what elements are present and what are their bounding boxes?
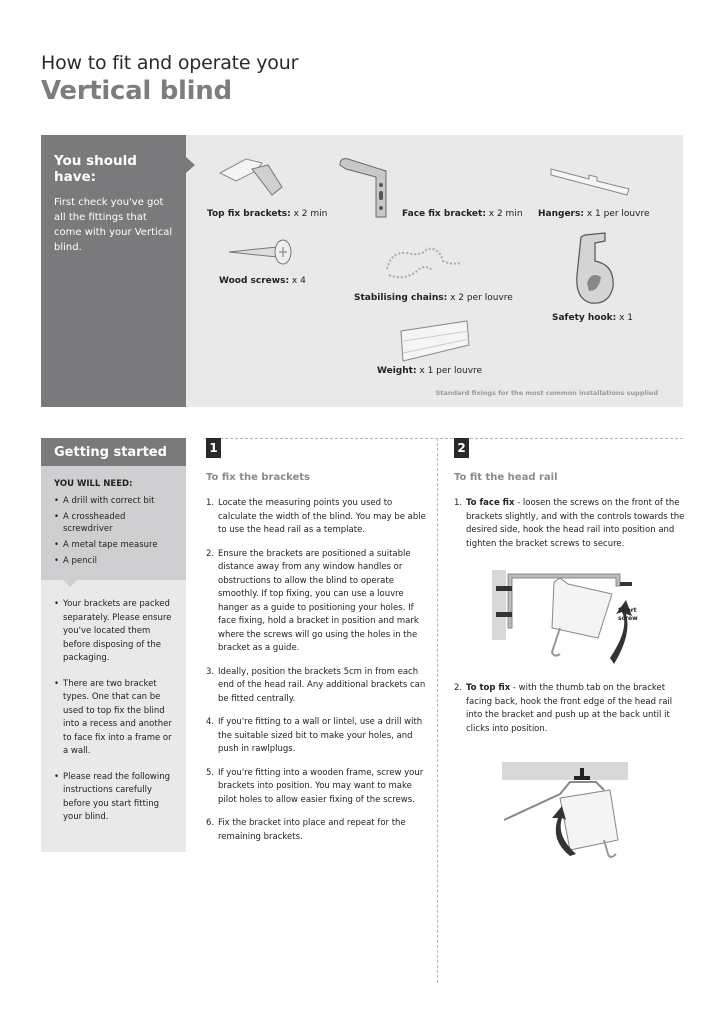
step-2-item-top-fix: 2. To top fix - with the thumb tab on the bracket facing back, hook the front edge of the head rail into the bracket and push up at the back until it clicks into position. <box>454 683 673 734</box>
you-will-need-box <box>41 466 186 580</box>
fittings-footnote: Standard fixings for the most common installations supplied <box>435 389 658 397</box>
face-fix-diagram <box>490 568 650 668</box>
wood-screw-icon <box>227 237 299 267</box>
step-2-number: 2 <box>454 438 469 458</box>
step-1-number: 1 <box>206 438 221 458</box>
step-1-section <box>206 438 426 854</box>
need-item: • A drill with correct bit <box>54 495 173 507</box>
face-fix-bracket-icon <box>336 155 396 221</box>
step-1-item: 3. Ideally, position the brackets 5cm in from each end of the head rail. Any additional brackets can be fitted centrally. <box>206 666 426 704</box>
fittings-sidebar <box>41 135 186 407</box>
getting-started-notes <box>41 580 186 852</box>
note-item: • Your brackets are packed separately. Please ensure you've located them before disposing of the packaging. <box>54 598 173 666</box>
need-item: • A crossheaded screwdriver <box>54 511 173 535</box>
step-1-item: 6. Fix the bracket into place and repeat for the remaining brackets. <box>206 818 406 842</box>
need-item: • A pencil <box>54 555 173 567</box>
need-item: • A metal tape measure <box>54 539 173 551</box>
top-fix-diagram <box>500 760 630 860</box>
fitting-hangers: Hangers: x 1 per louvre <box>538 209 650 219</box>
chain-icon <box>381 241 471 285</box>
fitting-stabilising-chains: Stabilising chains: x 2 per louvre <box>354 293 513 303</box>
safety-hook-icon <box>571 231 621 307</box>
step-1-item: 2. Ensure the brackets are positioned a suitable distance away from any window handles or obstructions to allow the blind to operate smoothly. If top fixing, you can use a louvre hanger as a guide to positioning your holes. If face fixing, hold a bracket in position and mark where the screws will go using the holes in the bracket as a guide. <box>206 548 419 653</box>
fittings-heading: You should have: <box>54 153 137 185</box>
step-1-title: To fix the brackets <box>206 472 311 483</box>
svg-text:screw: screw <box>618 615 638 622</box>
divider-column <box>437 438 438 983</box>
fitting-top-fix-brackets: Top fix brackets: x 2 min <box>207 209 328 219</box>
step-2-item-face-fix: 1. To face fix - loosen the screws on the front of the brackets slightly, and with the controls towards the desired side, hook the head rail into position and tighten the bracket screws to secure. <box>454 498 685 549</box>
getting-started-panel <box>41 438 186 852</box>
fitting-wood-screws: Wood screws: x 4 <box>219 276 306 286</box>
hanger-icon <box>549 163 633 203</box>
getting-started-heading: Getting started <box>41 438 186 466</box>
note-item: • Please read the following instructions carefully before you start fitting your blind. <box>54 771 173 825</box>
page-subtitle: How to fit and operate your <box>41 52 299 74</box>
fitting-weight: Weight: x 1 per louvre <box>377 366 483 376</box>
fitting-safety-hook: Safety hook: x 1 <box>552 313 634 323</box>
step-2-item-top-fix-wrap <box>454 682 689 746</box>
step-2-section <box>454 438 689 551</box>
step-2-title: To fit the head rail <box>454 472 558 483</box>
fitting-face-fix-bracket: Face fix bracket: x 2 min <box>402 209 523 219</box>
you-will-need-heading: YOU WILL NEED: <box>54 479 133 489</box>
fittings-panel <box>41 135 683 407</box>
short-screw-label: Short <box>618 607 637 614</box>
note-item: • There are two bracket types. One that can be used to top fix the blind into a recess and another to face fix into a frame or a wall. <box>54 678 173 759</box>
weight-icon <box>397 319 473 365</box>
fittings-intro: First check you've got all the fittings that come with your Vertical blind. <box>54 197 173 253</box>
step-1-item: 5. If you're fitting into a wooden frame, screw your brackets into position. You may want to make pilot holes to allow easier fixing of the screws. <box>206 767 424 805</box>
page-title: Vertical blind <box>41 76 232 106</box>
step-1-item: 1. Locate the measuring points you used to calculate the width of the blind. You may be able to use the head rail as a template. <box>206 498 426 535</box>
step-1-item: 4. If you're fitting to a wall or lintel, use a drill with the suitable sized bit to make your holes, and push in rawlplugs. <box>206 717 423 754</box>
top-fix-bracket-icon <box>216 153 286 198</box>
